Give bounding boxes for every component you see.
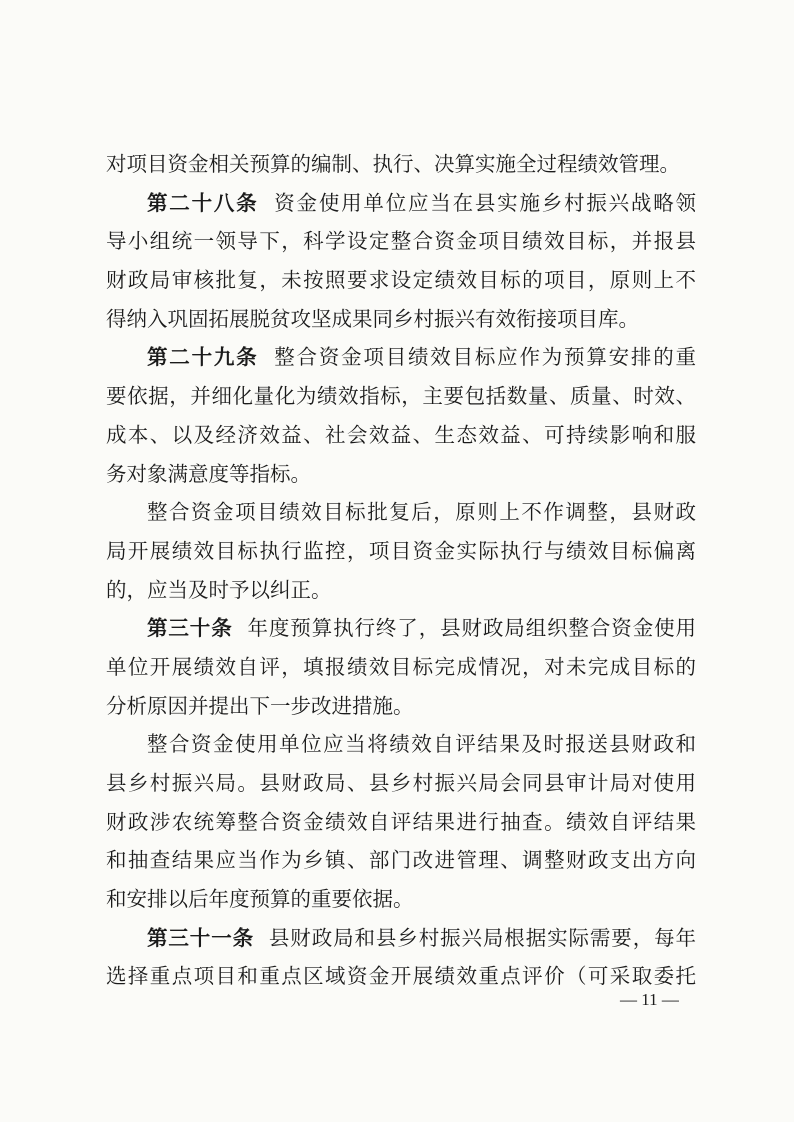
line-text: 整合资金使用单位应当将绩效自评结果及时报送县财政和 — [147, 732, 696, 757]
text-line — [106, 455, 696, 494]
text-line — [106, 880, 696, 919]
article-number: 第三十条 — [147, 616, 233, 641]
paragraph-p0 — [106, 145, 696, 184]
text-line — [106, 300, 696, 339]
line-text: 的，应当及时予以纠正。 — [106, 577, 332, 602]
text-line — [106, 957, 696, 996]
line-text: 财政涉农统筹整合资金绩效自评结果进行抽查。绩效自评结果 — [106, 809, 696, 834]
text-line — [106, 764, 696, 803]
text-line — [106, 687, 696, 726]
text-line — [106, 261, 696, 300]
text-line — [106, 338, 696, 377]
line-text: 选择重点项目和重点区域资金开展绩效重点评价（可采取委托 — [106, 964, 696, 989]
line-text: 务对象满意度等指标。 — [106, 461, 311, 486]
paragraph-p1 — [106, 184, 696, 339]
line-text: 局开展绩效目标执行监控，项目资金实际执行与绩效目标偏离 — [106, 538, 696, 563]
line-text: 单位开展绩效自评，填报绩效目标完成情况，对未完成目标的 — [106, 654, 696, 679]
paragraph-p6 — [106, 919, 696, 996]
line-text: 分析原因并提出下一步改进措施。 — [106, 693, 414, 718]
paragraph-p4 — [106, 609, 696, 725]
line-text: 和抽查结果应当作为乡镇、部门改进管理、调整财政支出方向 — [106, 848, 696, 873]
paragraph-p3 — [106, 493, 696, 609]
text-line — [106, 609, 696, 648]
line-text: 资金使用单位应当在县实施乡村振兴战略领 — [272, 190, 696, 215]
article-number: 第二十九条 — [147, 345, 259, 370]
line-text: 县财政局和县乡村振兴局根据实际需要，每年 — [268, 925, 696, 950]
line-text: 整合资金项目绩效目标应作为预算安排的重 — [272, 345, 696, 370]
line-text: 导小组统一领导下，科学设定整合资金项目绩效目标，并报县 — [106, 229, 696, 254]
text-line — [106, 803, 696, 842]
text-line — [106, 416, 696, 455]
paragraph-p2 — [106, 338, 696, 493]
paragraph-p5 — [106, 725, 696, 918]
article-number: 第三十一条 — [147, 925, 254, 950]
text-line — [106, 222, 696, 261]
text-line — [106, 184, 696, 223]
line-text: 对项目资金相关预算的编制、执行、决算实施全过程绩效管理。 — [106, 152, 680, 176]
text-line — [106, 571, 696, 610]
line-text: 县乡村振兴局。县财政局、县乡村振兴局会同县审计局对使用 — [106, 771, 696, 795]
line-text: 财政局审核批复，未按照要求设定绩效目标的项目，原则上不 — [106, 268, 696, 293]
text-line — [106, 145, 696, 184]
line-text: 得纳入巩固拓展脱贫攻坚成果同乡村振兴有效衔接项目库。 — [106, 306, 639, 331]
text-line — [106, 377, 696, 416]
text-line — [106, 841, 696, 880]
text-line — [106, 648, 696, 687]
document-body — [106, 145, 696, 996]
text-line — [106, 919, 696, 958]
text-line — [106, 532, 696, 571]
page-number: — 11 — — [620, 990, 679, 1009]
text-line — [106, 725, 696, 764]
line-text: 年度预算执行终了，县财政局组织整合资金使用 — [246, 616, 696, 641]
line-text: 成本、以及经济效益、社会效益、生态效益、可持续影响和服 — [106, 422, 696, 447]
line-text: 整合资金项目绩效目标批复后，原则上不作调整，县财政 — [147, 500, 696, 525]
line-text: 要依据，并细化量化为绩效指标，主要包括数量、质量、时效、 — [106, 384, 696, 409]
text-line — [106, 493, 696, 532]
article-number: 第二十八条 — [147, 190, 259, 215]
line-text: 和安排以后年度预算的重要依据。 — [106, 887, 414, 912]
